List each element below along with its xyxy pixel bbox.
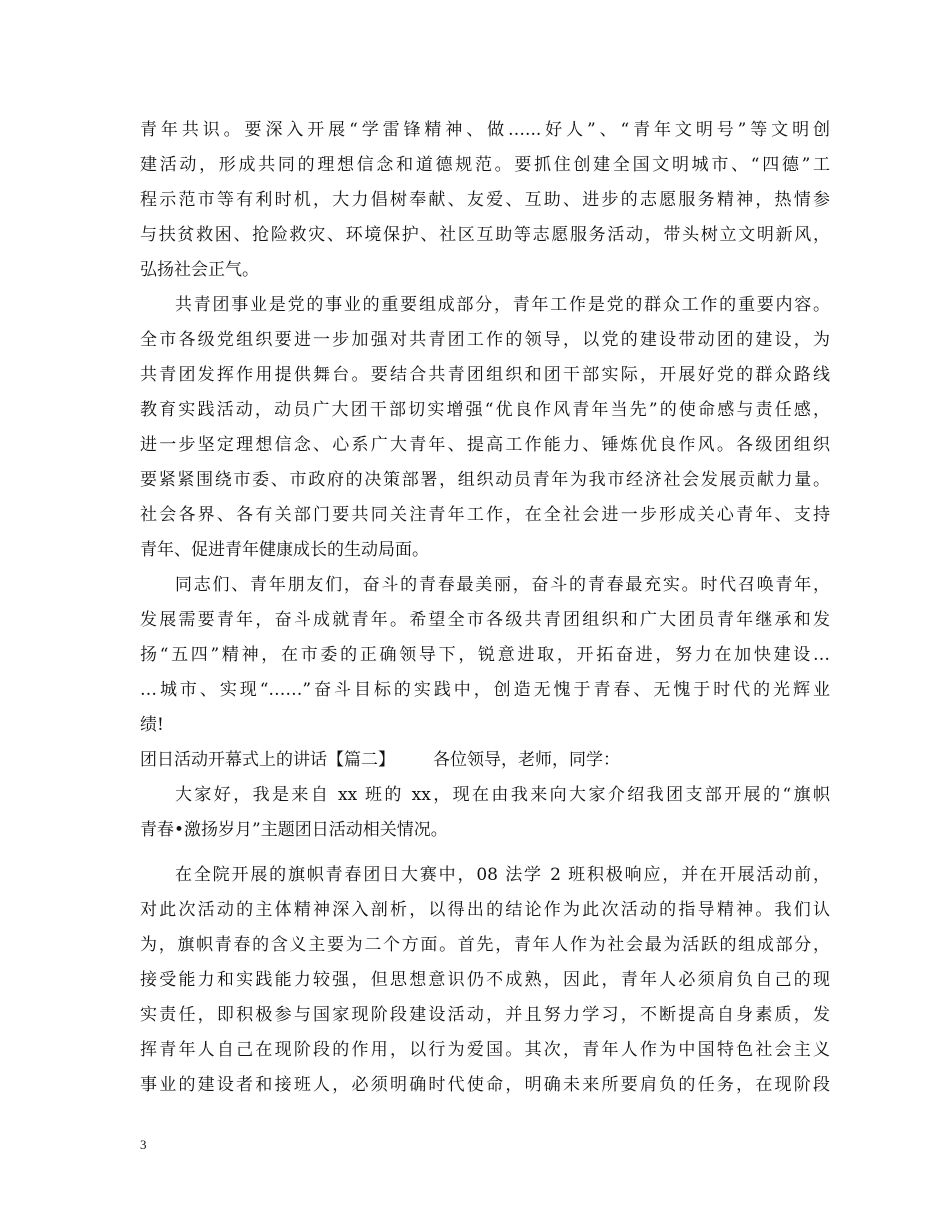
- paragraph-line: 共青团事业是党的事业的重要组成部分，青年工作是党的群众工作的重要内容。: [175, 295, 830, 315]
- paragraph-line: 弘扬社会正气。: [140, 260, 259, 280]
- paragraph-line: 进一步坚定理想信念、心系广大青年、提高工作能力、锤炼优良作风。各级团组织: [140, 435, 830, 455]
- paragraph-line: …城市、实现“……”奋斗目标的实践中，创造无愧于青春、无愧于时代的光辉业: [140, 680, 830, 700]
- paragraph-line: 程示范市等有利时机，大力倡树奉献、友爱、互助、进步的志愿服务精神，热情参: [140, 190, 830, 210]
- paragraph-line: 扬“五四”精神，在市委的正确领导下，锐意进取，开拓奋进，努力在加快建设…: [140, 645, 830, 665]
- paragraph-line: 教育实践活动，动员广大团干部切实增强“优良作风青年当先”的使命感与责任感，: [140, 400, 830, 420]
- paragraph-line: 大家好，我是来自 xx 班的 xx，现在由我来向大家介绍我团支部开展的“旗帜: [175, 785, 830, 805]
- section-heading: [140, 748, 830, 772]
- paragraph-line: 社会各界、各有关部门要共同关注青年工作，在全社会进一步形成关心青年、支持: [140, 505, 830, 525]
- paragraph-line: 绩!: [140, 715, 164, 735]
- paragraph-line: 要紧紧围绕市委、市政府的决策部署，组织动员青年为我市经济社会发展贡献力量。: [140, 470, 830, 490]
- paragraph-line: 青春•激扬岁月”主题团日活动相关情况。: [140, 820, 448, 840]
- paragraph-line: 实责任，即积极参与国家现阶段建设活动，并且努力学习，不断提高自身素质，发: [140, 1005, 830, 1025]
- paragraph-line: 挥青年人自己在现阶段的作用，以行为爱国。其次，青年人作为中国特色社会主义: [140, 1040, 830, 1060]
- section-title: 团日活动开幕式上的讲话【篇二】: [140, 750, 395, 770]
- paragraph-line: 与扶贫救困、抢险救灾、环境保护、社区互助等志愿服务活动，带头树立文明新风，: [140, 225, 830, 245]
- paragraph-line: 接受能力和实践能力较强，但思想意识仍不成熟，因此，青年人必须肩负自己的现: [140, 970, 830, 990]
- paragraph-line: 在全院开展的旗帜青春团日大赛中，08 法学 2 班积极响应，并在开展活动前，: [175, 865, 830, 885]
- page-number: 3: [140, 1137, 147, 1152]
- paragraph-line: 共青团发挥作用提供舞台。要结合共青团组织和团干部实际，开展好党的群众路线: [140, 365, 830, 385]
- greeting: 各位领导，老师，同学：: [433, 750, 620, 770]
- paragraph-line: 发展需要青年，奋斗成就青年。希望全市各级共青团组织和广大团员青年继承和发: [140, 610, 830, 630]
- paragraph-line: 同志们、青年朋友们，奋斗的青春最美丽，奋斗的青春最充实。时代召唤青年，: [175, 575, 830, 595]
- paragraph-line: 事业的建设者和接班人，必须明确时代使命，明确未来所要肩负的任务，在现阶段: [140, 1075, 830, 1095]
- paragraph-line: 为，旗帜青春的含义主要为二个方面。首先，青年人作为社会最为活跃的组成部分，: [140, 935, 830, 955]
- paragraph-line: 青年、促进青年健康成长的生动局面。: [140, 540, 429, 560]
- paragraph-line: 青年共识。要深入开展“学雷锋精神、做…...好人”、“青年文明号”等文明创: [140, 120, 830, 140]
- paragraph-line: 全市各级党组织要进一步加强对共青团工作的领导，以党的建设带动团的建设，为: [140, 330, 830, 350]
- paragraph-line: 对此次活动的主体精神深入剖析，以得出的结论作为此次活动的指导精神。我们认: [140, 900, 830, 920]
- paragraph-line: 建活动，形成共同的理想信念和道德规范。要抓住创建全国文明城市、“四德”工: [140, 155, 830, 175]
